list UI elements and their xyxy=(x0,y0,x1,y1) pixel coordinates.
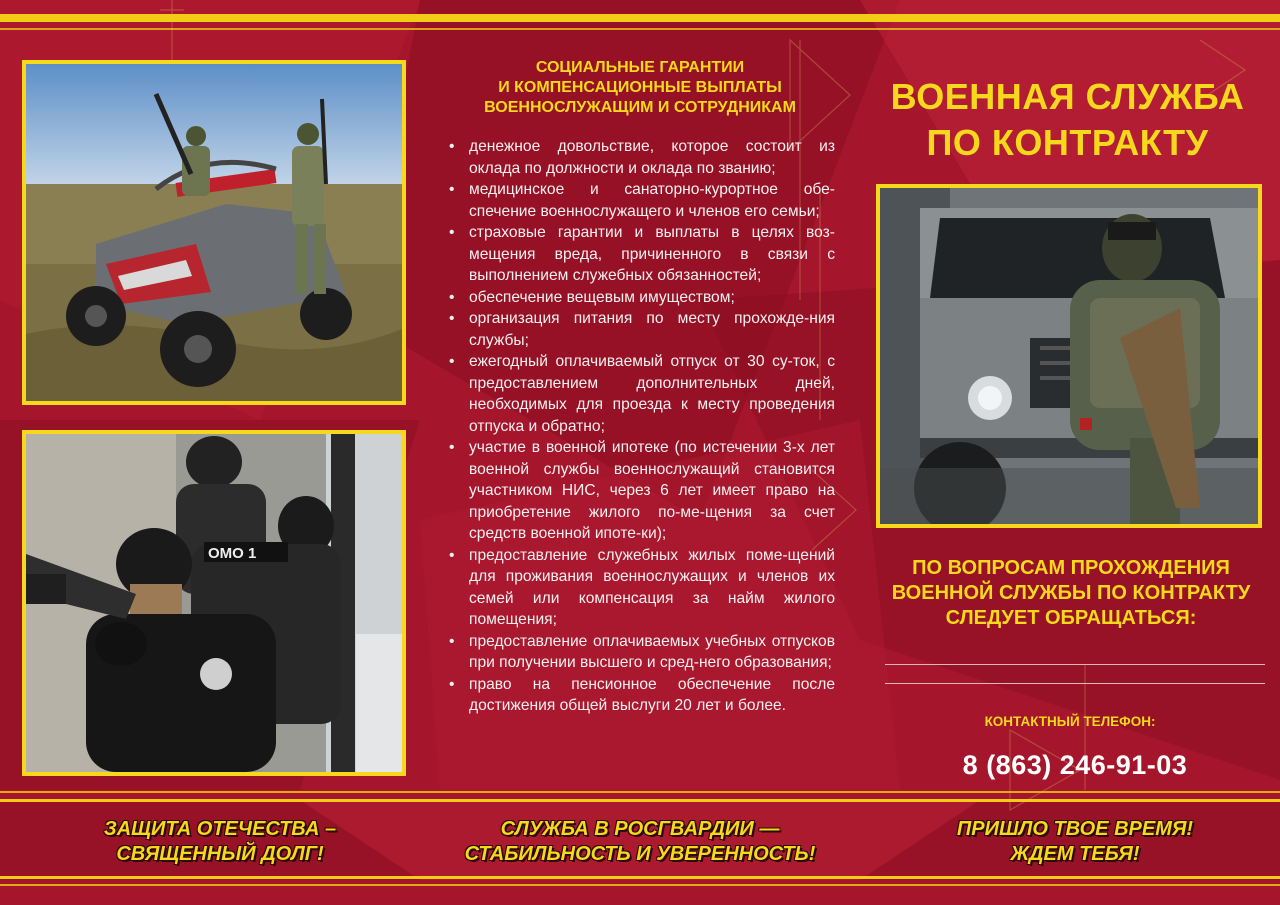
headline-line: ПО КОНТРАКТУ xyxy=(926,122,1209,163)
slogan-line: СВЯЩЕННЫЙ ДОЛГ! xyxy=(116,843,324,865)
benefit-item: • ежегодный оплачиваемый отпуск от 30 су-ток, с предоставлением дополнительных дней, необходимых для проезда к месту проведения отпуска и обратно; xyxy=(469,351,835,437)
contact-question xyxy=(862,556,1280,631)
headline xyxy=(870,74,1265,166)
contact-question-line: СЛЕДУЕТ ОБРАЩАТЬСЯ: xyxy=(945,607,1197,629)
slogan-line: ЖДЕМ ТЕБЯ! xyxy=(1010,843,1140,865)
svg-text:ОМО 1: ОМО 1 xyxy=(208,545,257,562)
slogan-line: СЛУЖБА В РОСГВАРДИИ — xyxy=(500,818,780,840)
benefit-item: • участие в военной ипотеке (по истечении 3-х лет военной службы военнослужащий становится участником НИС, через 6 лет имеет право на приобретение жилого по-ме-щения за счет средств военной ипоте-ки); xyxy=(469,437,835,545)
benefits-title xyxy=(445,58,835,118)
slogan-line: СТАБИЛЬНОСТЬ И УВЕРЕННОСТЬ! xyxy=(464,843,816,865)
contact-question-line: ВОЕННОЙ СЛУЖБЫ ПО КОНТРАКТУ xyxy=(891,582,1251,604)
slogan-line: ЗАЩИТА ОТЕЧЕСТВА – xyxy=(103,818,337,840)
slogan-service xyxy=(440,817,840,867)
slogan-defense xyxy=(70,817,370,867)
benefit-item: • страховые гарантии и выплаты в целях воз-мещения вреда, причиненного в связи с выполнением служебных обязанностей; xyxy=(469,222,835,287)
benefits-title-line: ВОЕННОСЛУЖАЩИМ И СОТРУДНИКАМ xyxy=(484,99,796,116)
buggy-photo xyxy=(22,60,406,405)
benefits-section xyxy=(445,58,835,717)
headline-line: ВОЕННАЯ СЛУЖБА xyxy=(890,76,1245,117)
tiger-photo xyxy=(876,184,1262,528)
blank-fill-line xyxy=(885,664,1265,665)
omon-photo xyxy=(22,430,406,776)
armed-officers-image xyxy=(26,434,402,772)
benefit-item: • право на пенсионное обеспечение после достижения общей выслуги 20 лет и более. xyxy=(469,674,835,717)
blank-fill-line xyxy=(885,683,1265,684)
bottom-stripe xyxy=(0,876,1280,879)
phone-label: КОНТАКТНЫЙ ТЕЛЕФОН: xyxy=(984,714,1156,729)
bottom-stripe xyxy=(0,791,1280,793)
bottom-stripe xyxy=(0,884,1280,886)
benefit-item: • предоставление оплачиваемых учебных отпусков при получении высшего и сред-него образования; xyxy=(469,631,835,674)
benefits-title-line: СОЦИАЛЬНЫЕ ГАРАНТИИ xyxy=(535,59,745,76)
benefits-title-line: И КОМПЕНСАЦИОННЫЕ ВЫПЛАТЫ xyxy=(498,79,782,96)
slogan-line: ПРИШЛО ТВОЕ ВРЕМЯ! xyxy=(956,818,1194,840)
top-stripe xyxy=(0,14,1280,22)
phone-number: 8 (863) 246-91-03 xyxy=(962,750,1188,780)
benefit-item: • медицинское и санаторно-курортное обе-спечение военнослужащего и членов его семьи; xyxy=(469,179,835,222)
soldiers-buggy-image xyxy=(26,64,402,401)
benefit-item: • обеспечение вещевым имуществом; xyxy=(469,287,835,309)
slogan-time xyxy=(905,817,1245,867)
benefit-item: • организация питания по месту прохожде-ния службы; xyxy=(469,308,835,351)
benefits-list xyxy=(445,136,835,717)
soldier-armored-vehicle-image xyxy=(880,188,1258,524)
benefit-item: • предоставление служебных жилых поме-щений для проживания военнослужащих и членов их семей или компенсация за найм жилого помещения; xyxy=(469,545,835,631)
contact-question-line: ПО ВОПРОСАМ ПРОХОЖДЕНИЯ xyxy=(912,557,1230,579)
top-thin-stripe xyxy=(0,28,1280,30)
benefit-item: • денежное довольствие, которое состоит из оклада по должности и оклада по званию; xyxy=(469,136,835,179)
bottom-stripe xyxy=(0,799,1280,802)
